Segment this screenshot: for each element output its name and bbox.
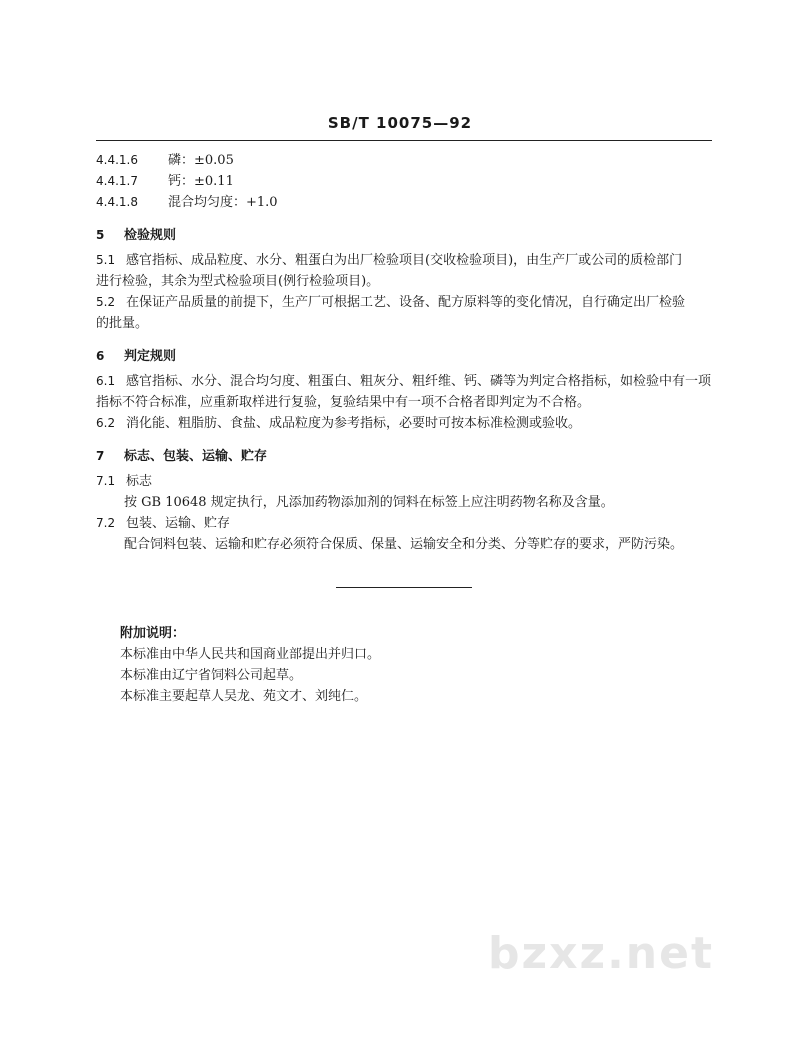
subsection-heading [96,513,712,534]
clause-number: 4.4.1.8 [96,195,138,209]
clause-text: 混合均匀度：+1.0 [168,195,278,210]
appendix-line: 本标准由中华人民共和国商业部提出并归口。 [120,647,381,662]
clause [96,250,712,271]
clause [96,371,712,392]
section-title: 判定规则 [124,349,177,364]
section-heading [96,446,712,467]
section-number: 7 [96,449,105,463]
clause-text: 感官指标、成品粒度、水分、粗蛋白为出厂检验项目(交收检验项目)，由生产厂或公司的质检部门 [126,253,683,268]
section-number: 6 [96,349,105,363]
clause-text: 磷：±0.05 [168,153,234,168]
clause-number: 5.2 [96,295,116,309]
clause-number: 4.4.1.7 [96,174,138,188]
clause-text: 在保证产品质量的前提下，生产厂可根据工艺、设备、配方原料等的变化情况，自行确定出厂检验 [126,295,686,310]
clause-number: 5.1 [96,253,116,267]
clause-text: 钙：±0.11 [168,174,234,189]
subsection-title: 标志 [126,474,153,489]
tolerance-item [96,171,712,192]
subsection-heading [96,471,712,492]
clause-number: 6.1 [96,374,116,388]
subsection-text: 按 GB 10648 规定执行，凡添加药物添加剂的饲料在标签上应注明药物名称及含量。 [124,495,614,510]
appendix-line: 本标准主要起草人吴龙、苑文才、刘纯仁。 [120,689,368,704]
subsection-text: 配合饲料包装、运输和贮存必须符合保质、保量、运输安全和分类、分等贮存的要求，严防污染。 [124,537,684,552]
end-divider [336,587,472,588]
section-heading [96,225,712,246]
clause [96,413,712,434]
appendix-line: 本标准由辽宁省饲料公司起草。 [120,668,303,683]
subsection-title: 包装、运输、贮存 [126,516,231,531]
clause-text: 感官指标、水分、混合均匀度、粗蛋白、粗灰分、粗纤维、钙、磷等为判定合格指标，如检验中有一项 [126,374,712,389]
section-title: 标志、包装、运输、贮存 [124,449,268,464]
site-watermark: bzxz.net [488,928,715,979]
clause-number: 4.4.1.6 [96,153,138,167]
clause-text: 消化能、粗脂肪、食盐、成品粒度为参考指标，必要时可按本标准检测或验收。 [126,416,582,431]
standard-code-header: SB/T 10075—92 [327,114,473,132]
tolerance-item [96,150,712,171]
subsection-number: 7.2 [96,516,116,530]
clause-continuation: 进行检验，其余为型式检验项目(例行检验项目)。 [96,274,380,289]
clause-number: 6.2 [96,416,116,430]
tolerance-item [96,192,712,213]
clause [96,292,712,313]
section-title: 检验规则 [124,228,177,243]
document-body [96,150,712,555]
section-heading [96,346,712,367]
appendix-notes [120,623,680,707]
subsection-number: 7.1 [96,474,116,488]
header-divider [96,140,712,141]
section-number: 5 [96,228,105,242]
appendix-title: 附加说明： [120,626,186,641]
clause-continuation: 的批量。 [96,316,149,331]
clause-continuation: 指标不符合标准，应重新取样进行复验，复验结果中有一项不合格者即判定为不合格。 [96,395,591,410]
